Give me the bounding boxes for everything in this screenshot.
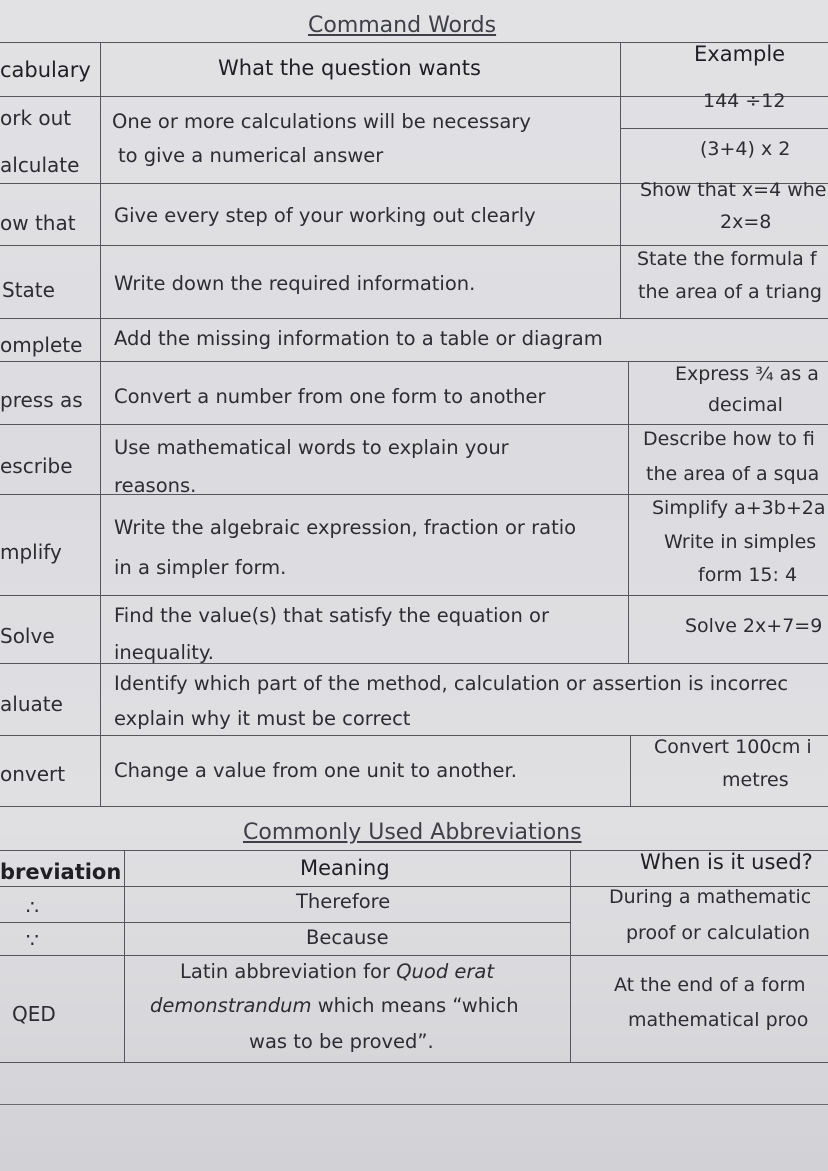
description-describe-line1: Use mathematical words to explain your [114,436,509,459]
description-describe-line2: reasons. [114,474,197,497]
example-express-as-line2: decimal [708,394,783,416]
table-rule [0,595,828,596]
term-evaluate: aluate [0,692,63,716]
because-symbol: ∵ [26,928,39,952]
header-abbreviation: breviation [0,860,122,884]
example-simplify-line3: form 15: 4 [698,564,798,586]
meaning-qed-text: Latin abbreviation for [180,960,397,983]
example-simplify-line1: Simplify a+3b+2a [652,497,826,519]
when-used-proof-line1: During a mathematic [609,886,812,908]
example-state-line2: the area of a triang [638,281,822,303]
when-used-proof-line2: proof or calculation [626,922,811,944]
example-express-as-line1: Express ¾ as a [675,363,819,385]
example-convert-line1: Convert 100cm i [654,736,812,758]
description-convert: Change a value from one unit to another. [114,759,517,782]
example-work-out: 144 ÷12 [703,90,786,112]
term-complete: omplete [0,333,83,357]
meaning-qed-latin: Quod erat [396,960,495,983]
term-simplify: mplify [0,540,62,564]
example-solve: Solve 2x+7=9 [685,615,823,637]
description-state: Write down the required information. [114,272,476,295]
table-column-rule [630,735,631,806]
table-column-rule [620,42,621,318]
meaning-qed-line1 [180,960,494,983]
table-rule [0,1104,828,1105]
description-solve-line1: Find the value(s) that satisfy the equation or [114,604,549,627]
table-column-rule [100,42,101,806]
meaning-qed-line3: was to be proved”. [249,1030,434,1053]
abbreviations-title: Commonly Used Abbreviations [243,820,582,845]
when-used-qed-line1: At the end of a form [614,974,806,996]
table-rule [0,922,570,923]
table-rule [0,245,828,246]
table-rule [0,318,828,319]
header-vocabulary: cabulary [0,58,91,82]
table-rule [0,1062,828,1063]
term-express-as: press as [0,388,83,412]
description-simplify-line2: in a simpler form. [114,556,287,579]
term-state: State [2,278,55,302]
example-state-line1: State the formula f [637,248,817,270]
meaning-qed-line2 [150,994,519,1017]
example-describe-line2: the area of a squa [646,463,820,485]
qed-symbol: QED [12,1002,56,1026]
example-convert-line2: metres [722,769,789,791]
example-show-that-line1: Show that x=4 whe [640,179,827,201]
header-example: Example [694,42,786,66]
term-work-out: ork out [0,106,72,130]
meaning-therefore: Therefore [296,890,391,913]
description-express-as: Convert a number from one form to another [114,385,546,408]
header-what-question-wants: What the question wants [218,56,481,80]
description-complete: Add the missing information to a table or diagram [114,327,603,350]
description-calculate: to give a numerical answer [118,144,384,167]
description-show-that: Give every step of your working out clearly [114,204,536,227]
table-rule [0,806,828,807]
table-rule [620,128,828,129]
table-column-rule [570,850,571,1062]
description-evaluate-line2: explain why it must be correct [114,707,411,730]
term-solve: Solve [0,624,55,648]
term-show-that: ow that [0,211,76,235]
example-calculate: (3+4) x 2 [700,138,791,160]
term-convert: onvert [0,762,66,786]
table-rule [0,361,828,362]
meaning-qed-latin-2: demonstrandum [150,994,312,1017]
example-simplify-line2: Write in simples [664,531,817,553]
therefore-symbol: ∴ [26,895,39,919]
term-describe: escribe [0,454,73,478]
term-calculate: alculate [0,153,80,177]
header-meaning: Meaning [300,856,390,880]
description-work-out: One or more calculations will be necessary [112,110,531,133]
example-describe-line1: Describe how to fi [643,428,815,450]
table-rule [0,424,828,425]
description-solve-line2: inequality. [114,641,214,664]
meaning-because: Because [306,926,389,949]
table-column-rule [124,850,125,1062]
description-simplify-line1: Write the algebraic expression, fraction or ratio [114,516,577,539]
header-when-used: When is it used? [640,850,813,874]
command-words-title: Command Words [308,13,497,38]
table-column-rule [628,361,629,663]
when-used-qed-line2: mathematical proo [628,1009,809,1031]
example-show-that-line2: 2x=8 [720,211,772,233]
meaning-qed-text-2: which means “which [311,994,519,1017]
description-evaluate-line1: Identify which part of the method, calculation or assertion is incorrec [114,672,789,695]
